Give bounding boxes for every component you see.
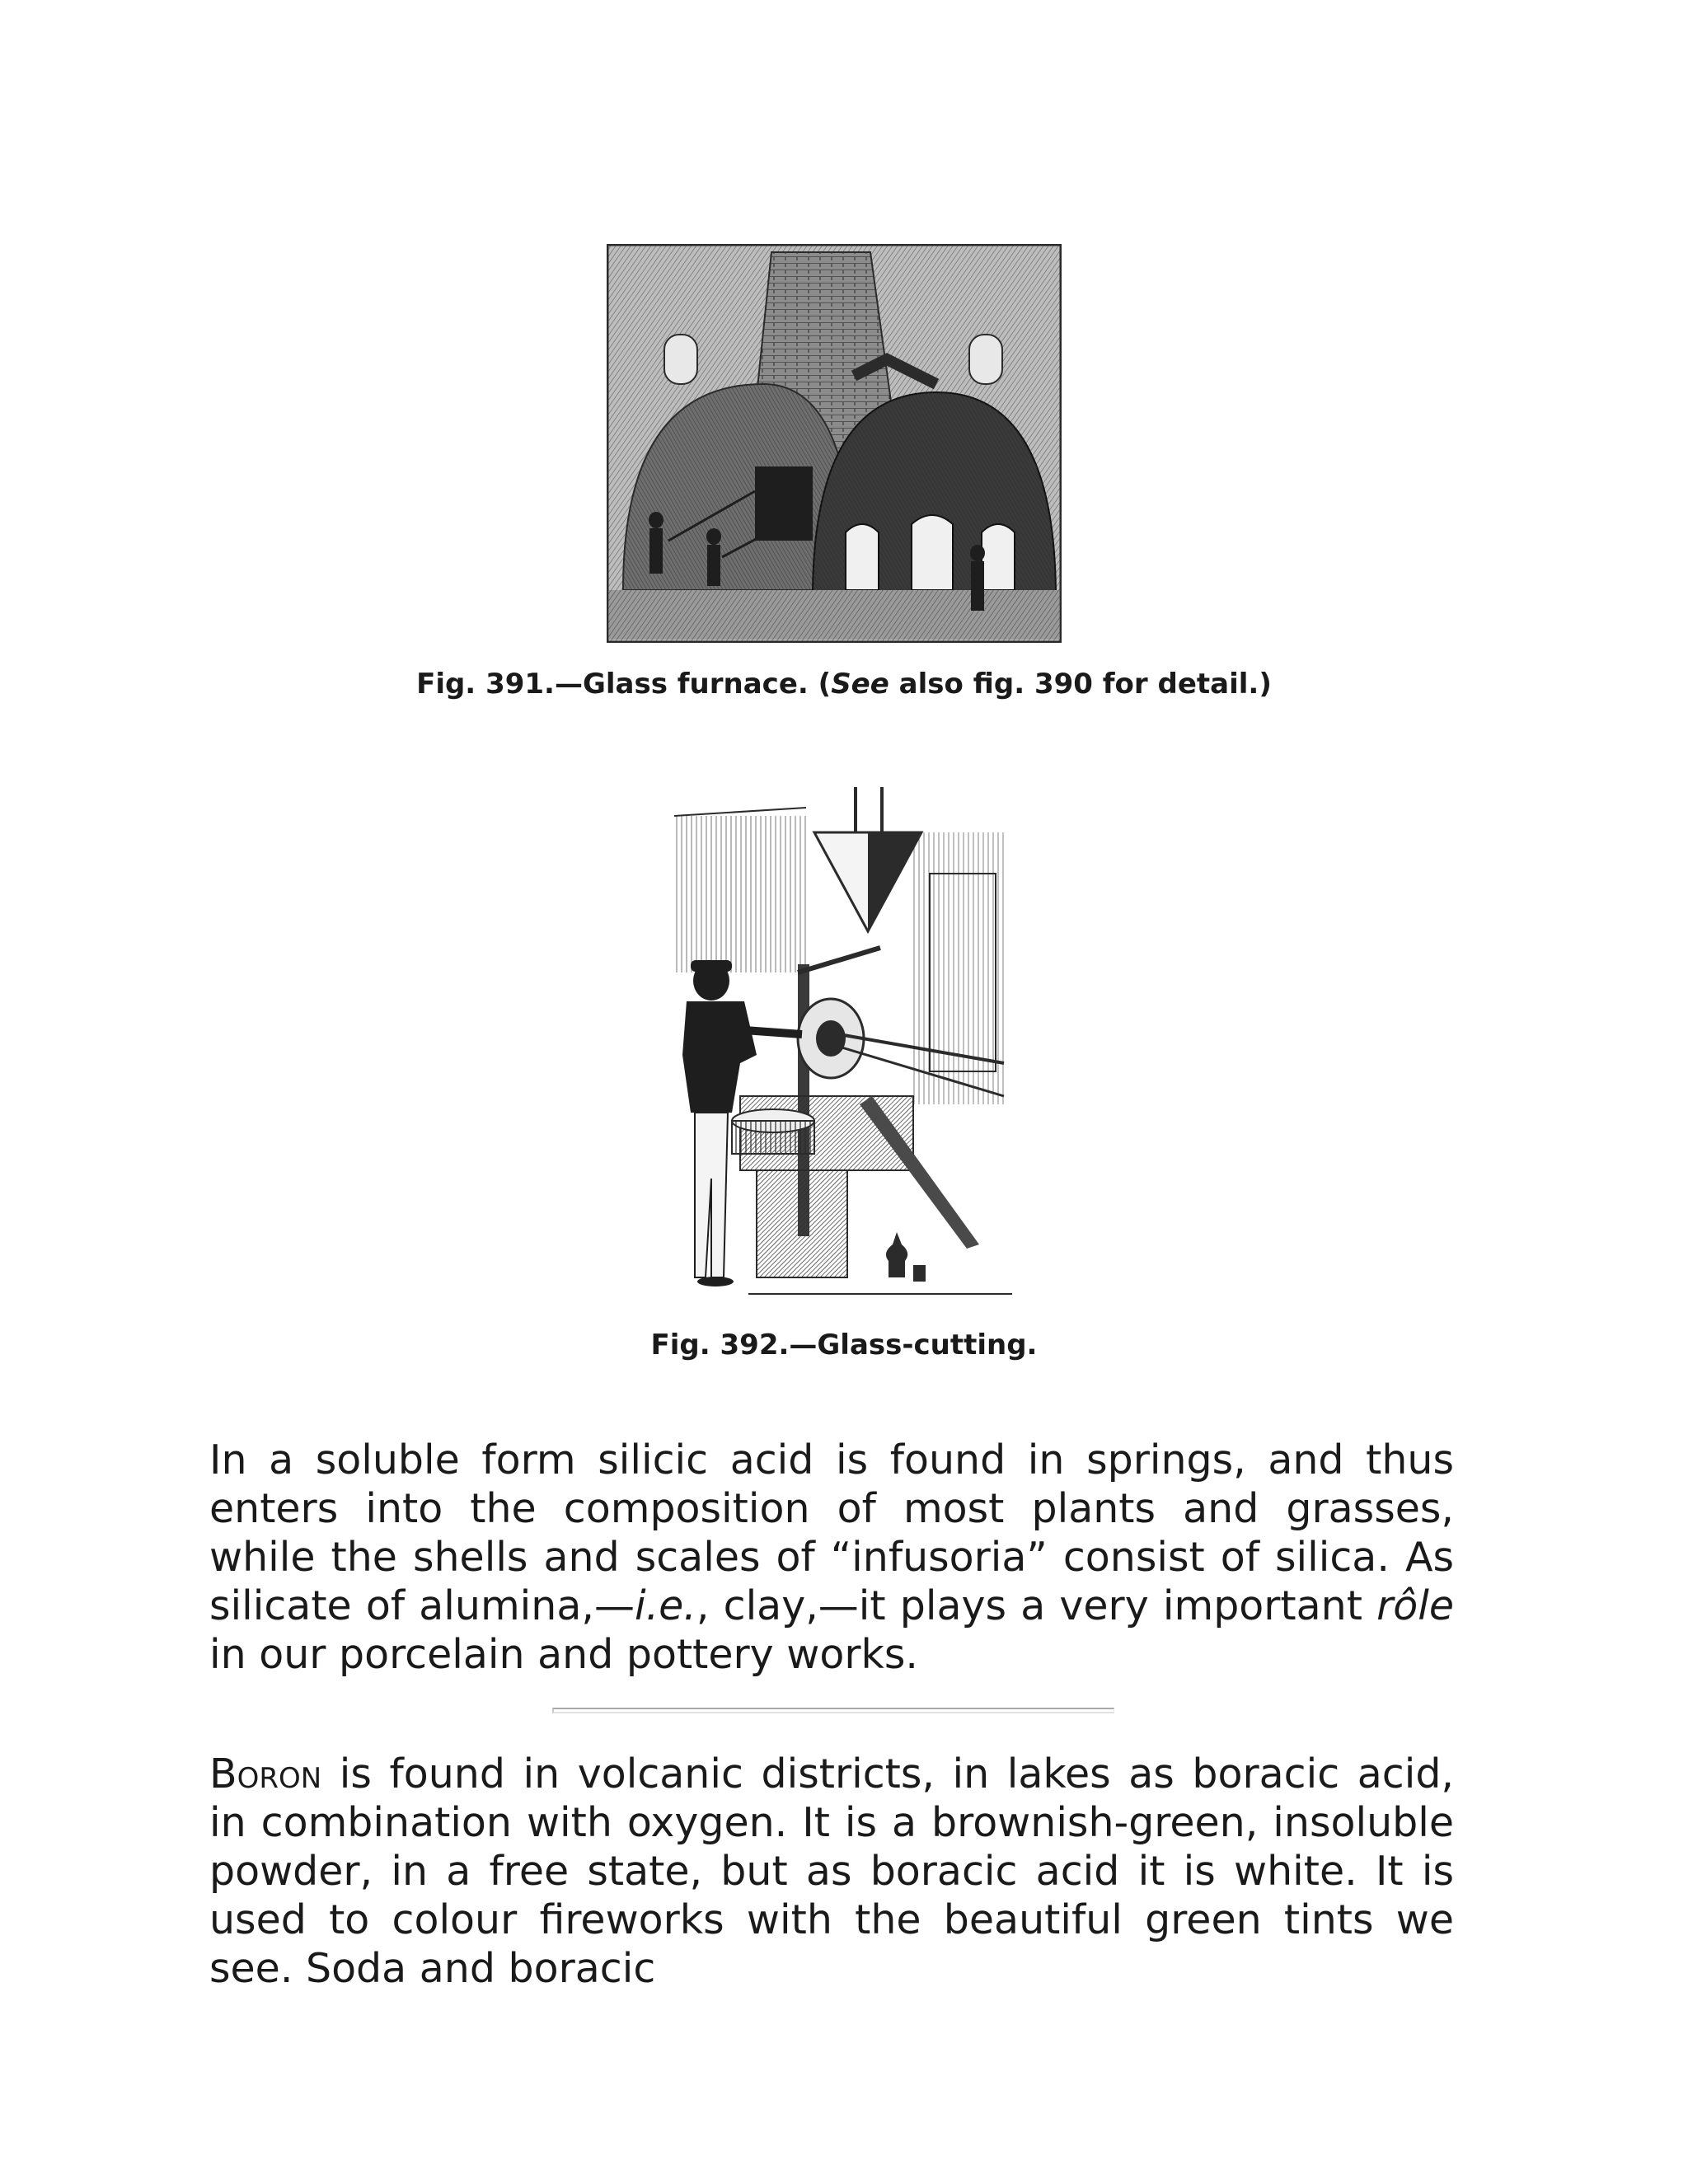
section-divider xyxy=(552,1708,1114,1713)
figure-caption xyxy=(0,668,1688,701)
caption-emphasis: See xyxy=(831,668,889,701)
paragraph-emphasis: i.e. xyxy=(634,1582,696,1629)
element-name: Boron xyxy=(209,1750,322,1797)
paragraph-text: is found in volcanic districts, in lakes as boracic acid, in combination with oxygen. It is a brownish-green, insoluble powder, in a free state, but as boracic acid it is white. It is used to colour fireworks with the beautiful green tints we see. Soda and boracic xyxy=(209,1750,1454,1992)
caption-tail: also fig. 390 for detail.) xyxy=(889,668,1272,701)
paragraph-text: in our porcelain and pottery works. xyxy=(209,1631,918,1678)
figure-caption xyxy=(0,1329,1688,1361)
caption-lead: Fig. 392.—Glass-cutting. xyxy=(650,1329,1038,1361)
paragraph-text: , clay,—it plays a very important xyxy=(696,1582,1377,1629)
paragraph-emphasis: rôle xyxy=(1376,1582,1454,1629)
glass-furnace-illustration xyxy=(607,244,1062,643)
paragraph-text: In a soluble form silicic acid is found in springs, and thus enters into the composition of most plants and grasses, while the shells and scales of “infusoria” consist of silica. As silicate of alumina,— xyxy=(209,1436,1454,1629)
caption-lead: Fig. 391.—Glass furnace. ( xyxy=(416,668,832,701)
body-paragraph-silicic-acid xyxy=(209,1436,1454,1679)
body-paragraph-boron xyxy=(209,1750,1454,1993)
glass-cutting-illustration xyxy=(666,783,1012,1302)
